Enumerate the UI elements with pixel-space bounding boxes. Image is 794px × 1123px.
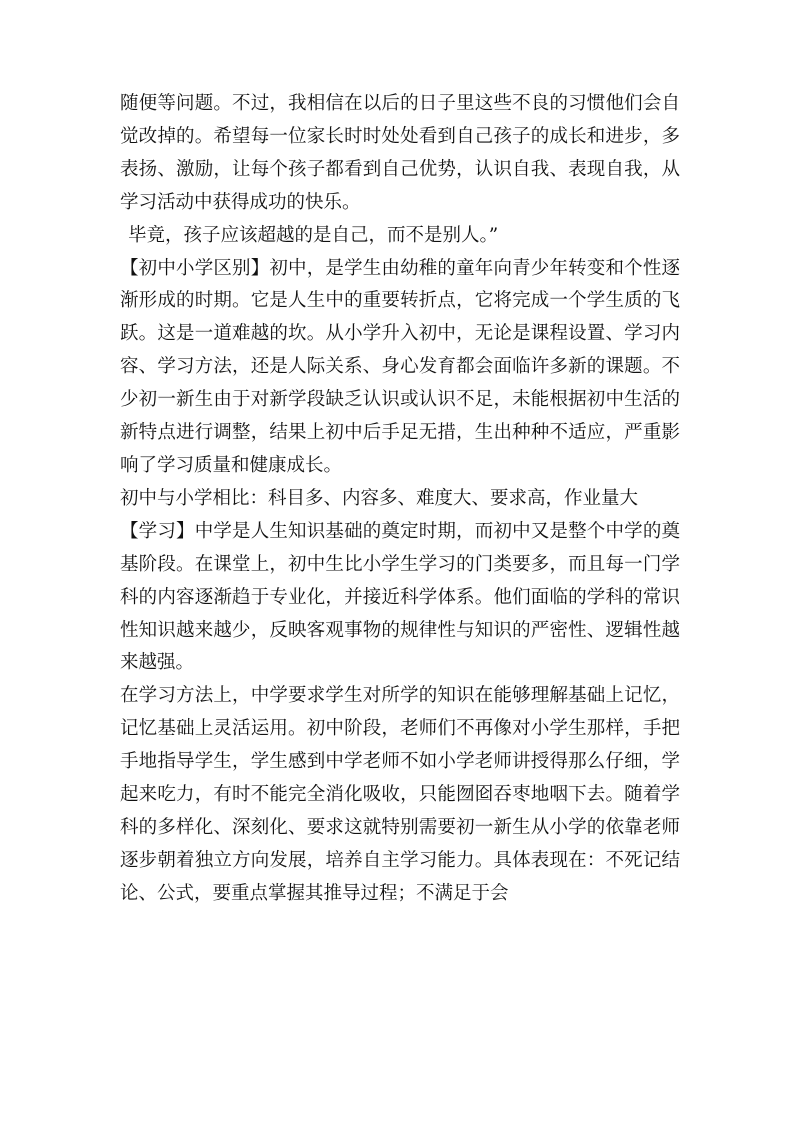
paragraph-2: 毕竟，孩子应该超越的是自己，而不是别人。” (128, 224, 499, 246)
paragraph-5: 【学习】中学是人生知识基础的奠定时期，而初中又是整个中学的奠基阶段。在课堂上，初中生比小学生学习的门类要多，而且每一门学科的内容逐渐趋于专业化，并接近科学体系。他们面临的学科的常识性知识越来越少，反映客观事物的规律性与知识的严密性、逻辑性越来越强。 (120, 520, 680, 674)
paragraph-3: 【初中小学区别】初中，是学生由幼稚的童年向青少年转变和个性逐渐形成的时期。它是人生中的重要转折点，它将完成一个学生质的飞跃。这是一道难越的坎。从小学升入初中，无论是课程设置、学习内容、学习方法，还是人际关系、身心发育都会面临许多新的课题。不 少初一新生由于对新学段缺乏认识或认识不足，未能根据初中生活的新特点进行调整，结果上初中后手足无措，生出种种不适应，严重影响了学习质量和健康成长。 (120, 257, 680, 476)
document-body (120, 88, 680, 911)
paragraph-1: 随便等问题。不过，我相信在以后的日子里这些不良的习惯他们会自觉改掉的。希望每一位家长时时处处看到自己孩子的成长和进步，多表扬、激励，让每个孩子都看到自己优势，认识自我、表现自我，从学习活动中获得成功的快乐。 (120, 93, 680, 213)
paragraph-4: 初中与小学相比：科目多、内容多、难度大、要求高，作业量大 (120, 487, 639, 509)
paragraph-6: 在学习方法上，中学要求学生对所学的知识在能够理解基础上记忆，记忆基础上灵活运用。初中阶段，老师们不再像对小学生那样，手把手地指导学生，学生感到中学老师不如小学老师讲授得那么仔细，学起来吃力，有时不能完全消化吸收，只能囫囵吞枣地咽下去。随着学科的多样化、深刻化、要求这就特别需要初一新生从小学的依靠老师逐步朝着独立方向发展，培养自主学习能力。具体表现在：不死记结论、公式，要重点掌握其推导过程；不满足于会 (120, 685, 680, 904)
